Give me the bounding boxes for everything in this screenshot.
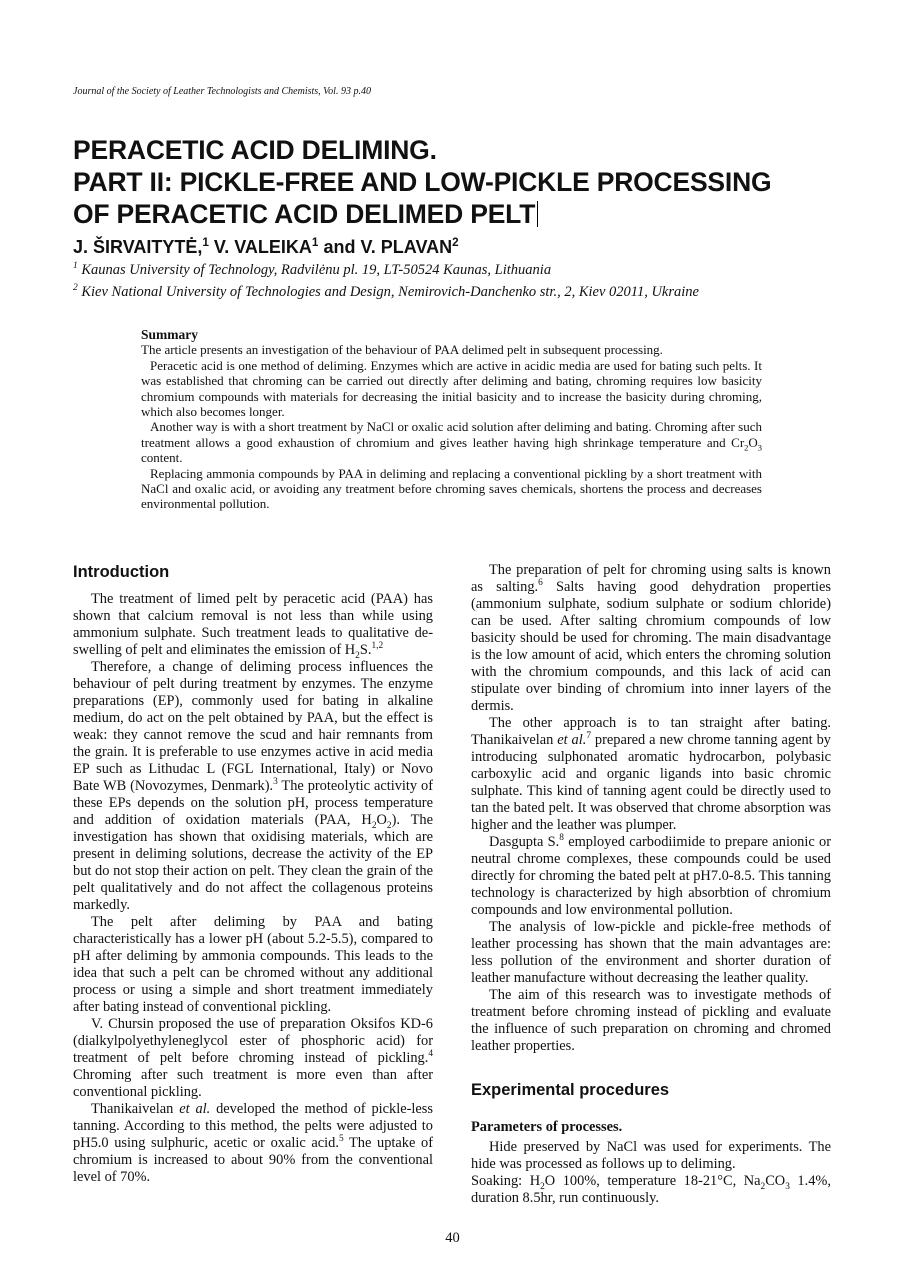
experimental-heading: Experimental procedures [471,1081,670,1099]
title-line: PART II: PICKLE-FREE AND LOW-PICKLE PROCESSING [73,167,772,197]
body-paragraph: Therefore, a change of deliming process influences the behaviour of pelt during treatment by enzymes. The enzyme preparations (EP), commonly used for bating in alkaline medium, do act on the pelt obtained by PAA, but the effect is weak: they cannot remove the scud and hair remnants from the grain. It is preferable to use enzymes active in acid media EP such as Lithudac L (FGL International, Italy) or Novo Bate WB (Novozymes, Denmark).$^3$ The proteolytic activity of these EPs depends on the solution pH, process temperature and addition of oxidation materials (PAA, $H_2O_2$). The investigation has shown that oxidising materials, which are present in deliming solutions, decrease the activity of the EP but do not stop their action on pelt. They clean the grain of the pelt qualitatively and do not affect the collagenous proteins markedly. [73,659,433,913]
superscript: 4 [428,1049,433,1060]
body-paragraph: Hide preserved by NaCl was used for experiments. The hide was processed as follows up to deliming. [471,1139,831,1172]
body-paragraph: The pelt after deliming by PAA and bating characteristically has a lower pH (about 5.2-5.5), compared to pH after deliming by ammonia compounds. This leads to the idea that such a pelt can be chromed without any additional process or using a simple and short treatment immediately after bating instead of conventional pickling. [73,914,433,1015]
summary-paragraph: Peracetic acid is one method of deliming. Enzymes which are active in acidic media are used for bating such pelts. It was established that chroming can be carried out directly after deliming and bating, chroming requires low basicity chromium compounds with materials for decreasing the initial basicity and to increase the basicity during chroming, which also becomes longer. [141,357,762,420]
superscript: 1 [73,261,78,272]
superscript: 1,2 [371,641,384,652]
italic-text: et al. [179,1101,211,1117]
journal-citation: Journal of the Society of Leather Technologists and Chemists, Vol. 93 p.40 [73,86,371,97]
superscript: 8 [559,833,564,844]
superscript: 2 [452,236,459,249]
title-line: PERACETIC ACID DELIMING. [73,135,437,165]
subscript: 2 [760,1181,766,1192]
introduction-heading: Introduction [73,563,170,581]
affiliation-2: $^2$ Kiev National University of Technologies and Design, Nemirovich-Danchenko str., 2, Kiev 02011, Ukraine [73,283,699,300]
subsection-heading: Parameters of processes. [471,1119,623,1135]
summary-section [141,327,762,512]
body-paragraph: Thanikaivelan et al. developed the method of pickle-less tanning. According to this method, the pelts were adjusted to pH5.0 using sulphuric, acetic or oxalic acid.$^5$ The uptake of chromium is increased to about 90% from the conventional level of 70%. [73,1101,433,1185]
summary-heading: Summary [141,327,198,342]
superscript: 6 [538,578,543,589]
subscript: 2 [386,820,392,831]
subscript: 2 [540,1181,545,1192]
paper-title [73,134,771,230]
page-number: 40 [445,1230,460,1246]
body-paragraph: The aim of this research was to investigate methods of treatment before chroming instead of pickling and evaluate the influence of such preparation on chroming and chromed leather properties. [471,987,831,1054]
superscript: 2 [73,283,78,294]
superscript: 5 [338,1134,344,1145]
title-line-text: OF PERACETIC ACID DELIMED PELT [73,199,536,229]
affiliation-1: $^1$ Kaunas University of Technology, Radvilėnu pl. 19, LT-50524 Kaunas, Lithuania [73,261,552,278]
author-list: J. ŠIRVAITYTĖ,$^1$ V. VALEIKA$^1$ and V. PLAVAN$^2$ [73,236,459,257]
subscript: 2 [371,820,377,831]
subscript: 3 [785,1181,790,1192]
text-cursor [537,201,538,227]
subscript: 2 [355,650,360,661]
subscript: 3 [757,442,762,453]
body-paragraph: V. Chursin proposed the use of preparation Oksifos KD-6 (dialkylpolyethyleneglycol ester of phosphoric acid) for treatment of pelt before chroming instead of pickling.$^4$ Chroming after such treatment is more even than after conventional pickling. [73,1016,433,1100]
left-column [73,562,433,1186]
superscript: 1 [202,236,209,249]
body-paragraph: The treatment of limed pelt by peracetic acid (PAA) has shown that calcium removal is not less than while using ammonium sulphate. Such treatment leads to qualitative de-swelling of pelt and eliminates the emission of $H_2S.^{1,2}$ [73,591,433,661]
italic-text: et al. [557,732,587,748]
body-paragraph: Soaking: $H_2O$ 100%, temperature 18-21°C, $Na_2CO_3$ 1.4%, duration 8.5hr, run continuously. [471,1173,831,1206]
summary-paragraph: Another way is with a short treatment by NaCl or oxalic acid solution after deliming and bating. Chroming after such treatment allows a good exhaustion of chromium and gives leather having high shrinkage temperature and $Cr_2O_3$ content. [141,419,762,466]
summary-paragraph: The article presents an investigation of the behaviour of PAA delimed pelt in subsequent processing. [141,342,663,358]
superscript: 3 [273,777,278,788]
superscript: 1 [311,236,319,249]
summary-paragraph: Replacing ammonia compounds by PAA in deliming and replacing a conventional pickling by a short treatment with NaCl and oxalic acid, or avoiding any treatment before chroming saves chemicals, shortens the process and decreases environmental pollution. [141,465,762,512]
superscript: 7 [586,731,591,742]
subscript: 2 [744,442,749,453]
title-line [73,198,771,230]
body-paragraph: The analysis of low-pickle and pickle-free methods of leather processing has shown that the main advantages are: less pollution of the environment and shorter duration of leather manufacture without decreasing the leather quality. [471,919,831,986]
body-paragraph: The preparation of pelt for chroming using salts is known as salting.$^6$ Salts having good dehydration properties (ammonium sulphate, sodium sulphate or sodium chloride) can be used. After salting chromium compounds of low basicity should be used for chroming. The main disadvantage is the low amount of acid, which enters the chroming solution with the chromium compounds, and this lack of acid can stipulate over binding of chromium into inner layers of the dermis. [471,562,831,714]
body-paragraph: Dasgupta S.$^8$ employed carbodiimide to prepare anionic or neutral chrome complexes, these compounds could be used directly for chroming the bated pelt at pH7.0-8.5. This tanning technology is characterized by high absorbtion of chromium compounds and low environmental pollution. [471,833,831,918]
body-paragraph: The other approach is to tan straight after bating. Thanikaivelan et al.$^7$ prepared a new chrome tanning agent by introducing sulphonated aromatic hydrocarbon, polybasic carboxylic acid and organic ligands into basic chromic sulphate. This kind of tanning agent could be directly used to tan the bated pelt. It was observed that chrome absorption was higher and the leather was plumper. [471,715,831,833]
right-column [471,562,831,1207]
